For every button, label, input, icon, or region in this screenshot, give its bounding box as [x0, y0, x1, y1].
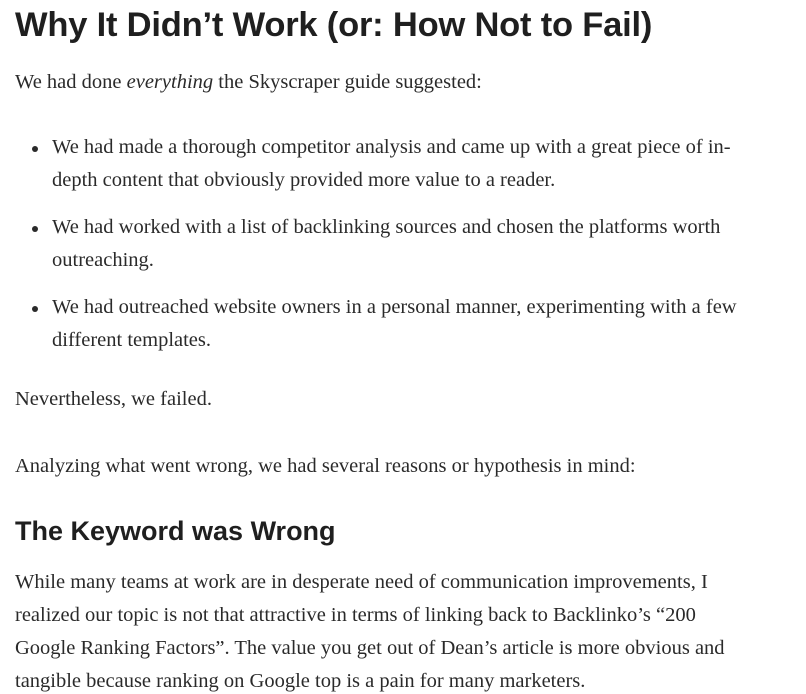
- intro-emphasis: everything: [126, 71, 214, 93]
- intro-paragraph: [15, 66, 482, 98]
- bullet-dot: [32, 226, 38, 232]
- list-item: [15, 211, 755, 277]
- bullet-dot: [32, 146, 38, 152]
- list-item-text: We had made a thorough competitor analysis and came up with a great piece of in-depth content that obviously provided more value to a reader.: [52, 136, 731, 191]
- subsection-heading: The Keyword was Wrong: [15, 516, 336, 546]
- analysis-paragraph: Analyzing what went wrong, we had several reasons or hypothesis in mind:: [15, 455, 636, 477]
- list-item-text: We had outreached website owners in a personal manner, experimenting with a few different templates.: [52, 296, 737, 351]
- intro-text-before: We had done: [15, 71, 127, 93]
- bullet-dot: [32, 306, 38, 312]
- bullet-list: [15, 131, 755, 371]
- list-item: [15, 131, 755, 197]
- failed-paragraph: Nevertheless, we failed.: [15, 388, 212, 410]
- intro-text-after: the Skyscraper guide suggested:: [213, 71, 482, 93]
- list-item-text: We had worked with a list of backlinking sources and chosen the platforms worth outreaching.: [52, 216, 721, 271]
- section-heading: Why It Didn’t Work (or: How Not to Fail): [15, 6, 653, 44]
- list-item: [15, 291, 755, 357]
- body-paragraph: While many teams at work are in desperate need of communication improvements, I realized our topic is not that attractive in terms of linking back to Backlinko’s “200 Google Ranking Factors”. The value you get out of Dean’s article is more obvious and tangible because ranking on Google top is a pain for many marketers.: [15, 571, 725, 692]
